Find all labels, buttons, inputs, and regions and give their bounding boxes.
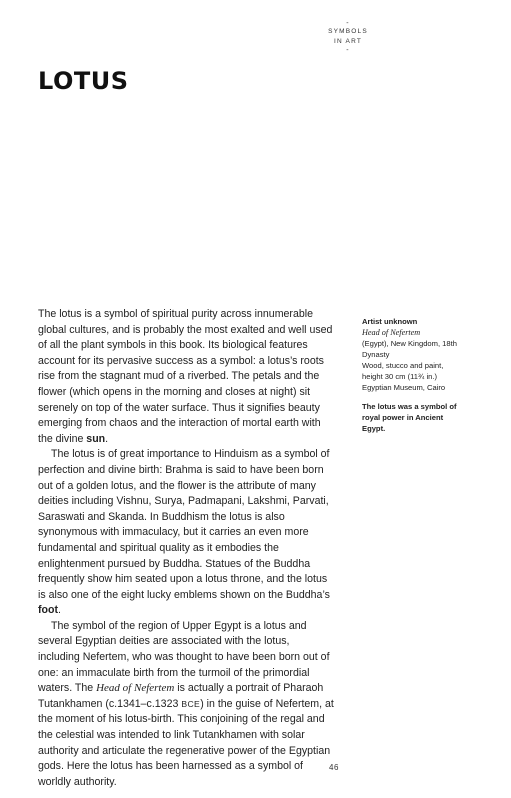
caption-location: Egyptian Museum, Cairo	[362, 383, 446, 392]
section-tag-dash-bottom: -	[346, 47, 350, 54]
paragraph-1-text: The lotus is a symbol of spiritual purity across innumerable global cultures, and is probably the most exalted and well used of all the plant symbols in this book. Its biological features account for its pervasive success as a symbol: a lotus’s roots rise from the stagnant mud of a riverbed. The petals and the flower (which opens in the morning and closes at night) sit serenely on top of the water surface. Thus it signifies beauty emerging from chaos and the interaction of mortal earth with the divine	[38, 308, 333, 445]
era-abbrev: BCE	[181, 698, 201, 709]
image-caption	[362, 316, 460, 434]
paragraph-3	[38, 619, 334, 791]
paragraph-3-text-b: is actually a portrait of Pharaoh Tutankhamen (c.1341–c.1323	[38, 682, 324, 710]
section-tag-line-1: SYMBOLS	[328, 28, 368, 35]
paragraph-2-text: The lotus is of great importance to Hinduism as a symbol of perfection and divine birth: Brahma is said to have been born out of a golden lotus, and the flower is the attribute of many deities including Vishnu, Surya, Padmapani, Lakshmi, Parvati, Saraswati and Skanda. In Buddhism the lotus is also synonymous with immaculacy, but it carries an even more fundamental and spiritual quality as it embodies the enlightenment pursued by Buddha. Statues of the Buddha frequently show him seated upon a lotus throne, and the lotus is also one of the eight lucky emblems shown on the Buddha’s	[38, 448, 330, 601]
artwork-title-ref: Head of Nefertem	[96, 682, 175, 695]
section-tag-dash-top: -	[346, 20, 350, 27]
caption-work-title: Head of Nefertem	[362, 328, 421, 337]
paragraph-3-text-c: ) in the guise of Nefertem, at the moment of his lotus-birth. This conjoining of the regal and the celestial was intended to link Tutankhamen with solar authority and articulate the regenerative power of the Egyptian gods. Here the lotus has been harnessed as a symbol of worldly authority.	[38, 697, 334, 788]
paragraph-2-end: .	[58, 604, 61, 617]
body-text	[38, 307, 334, 790]
caption-origin: (Egypt), New Kingdom, 18th Dynasty	[362, 339, 457, 359]
cross-ref-sun[interactable]: sun	[86, 432, 106, 445]
section-tag	[318, 20, 378, 54]
caption-medium: Wood, stucco and paint, height 30 cm (11¾ in.)	[362, 361, 444, 381]
page-title: LOTUS	[38, 67, 129, 95]
paragraph-2	[38, 447, 334, 619]
caption-artist: Artist unknown	[362, 317, 418, 326]
page-number: 46	[329, 763, 340, 772]
caption-note: The lotus was a symbol of royal power in Ancient Egypt.	[362, 402, 457, 433]
paragraph-1	[38, 307, 334, 447]
cross-ref-foot[interactable]: foot	[38, 604, 58, 617]
paragraph-1-end: .	[105, 432, 109, 445]
section-tag-line-2: IN ART	[333, 38, 363, 45]
paragraph-3-text-a: The symbol of the region of Upper Egypt is a lotus and several Egyptian deities are associated with the lotus, including Nefertem, who was thought to have been born out of one: an immaculate birth from the turmoil of the primordial waters. The	[38, 619, 330, 695]
